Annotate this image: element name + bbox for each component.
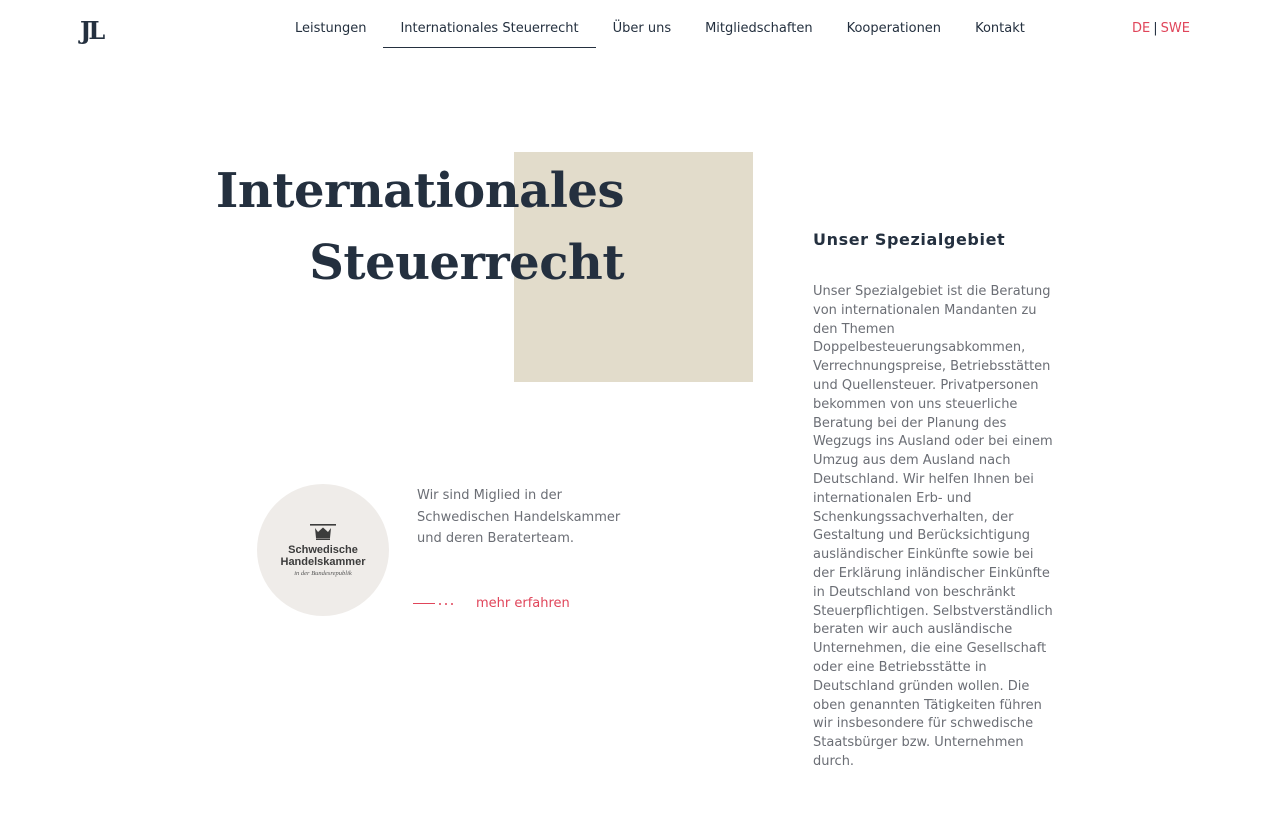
page-title	[216, 155, 624, 299]
lang-separator: |	[1153, 21, 1158, 36]
more-link[interactable]	[413, 596, 570, 611]
page-title-line1: Internationales	[215, 163, 624, 219]
chamber-logo-badge	[257, 484, 389, 616]
language-switcher	[1132, 21, 1190, 36]
nav-item-kooperationen[interactable]: Kooperationen	[846, 21, 942, 36]
section-heading: Unser Spezialgebiet	[813, 230, 1006, 249]
more-link-dots	[439, 603, 453, 605]
nav-item-internationales-steuerrecht[interactable]: Internationales Steuerrecht	[383, 0, 595, 56]
main-nav	[278, 0, 1042, 56]
lang-de-link[interactable]: DE	[1132, 21, 1151, 36]
section-text: Unser Spezialgebiet ist die Beratung von internationalen Mandanten zu den Themen Doppelbesteuerungsabkommen, Verrechnungspreise, Betriebsstätten und Quellensteuer. Privatpersonen bekommen von uns steuerliche Beratung bei der Planung des Wegzugs ins Ausland oder bei einem Umzug aus dem Ausland nach Deutschland. Wir helfen Ihnen bei internationalen Erb- und Schenkungssachverhalten, der Gestaltung und Berücksichtigung ausländischer Einkünfte sowie bei der Erklärung inländischer Einkünfte in Deutschland von beschränkt Steuerpflichtigen. Selbstverständlich beraten wir auch ausländische Unternehmen, die eine Gesellschaft oder eine Betriebsstätte in Deutschland gründen wollen. Die oben genannten Tätigkeiten führen wir insbesondere für schwedische Staatsbürger bzw. Unternehmen durch.	[813, 284, 1053, 769]
nav-item-kontakt[interactable]: Kontakt	[975, 21, 1025, 36]
badge-line-3: in der Bundesrepublik	[294, 569, 352, 577]
membership-text: Wir sind Miglied in der Schwedischen Handelskammer und deren Beraterteam.	[417, 488, 621, 546]
logo[interactable]: JL	[80, 16, 103, 45]
nav-item-leistungen[interactable]: Leistungen	[295, 21, 367, 36]
page-title-line2: Steuerrecht	[309, 235, 624, 291]
badge-line-2: Handelskammer	[280, 555, 366, 568]
nav-item-ueber-uns[interactable]: Über uns	[612, 21, 672, 36]
more-link-line	[413, 603, 435, 604]
crown-icon	[309, 524, 337, 540]
nav-item-mitgliedschaften[interactable]: Mitgliedschaften	[705, 21, 813, 36]
lang-swe-link[interactable]: SWE	[1160, 21, 1190, 36]
badge-line-1: Schwedische	[288, 543, 358, 556]
more-link-label[interactable]: mehr erfahren	[476, 596, 570, 611]
